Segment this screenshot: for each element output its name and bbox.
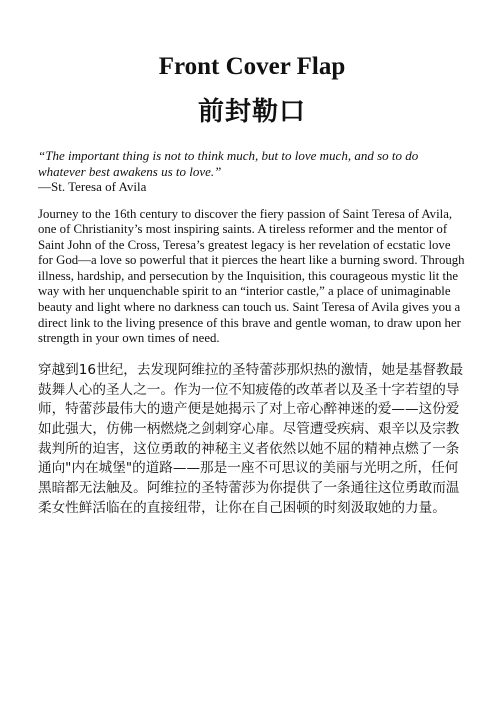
body-paragraph-english: Journey to the 16th century to discover the fiery passion of Saint Teresa of Avila, one of Christianity’s most inspiring saints. A tireless reformer and the mentor of Saint John of the Cross, Teresa’s greatest legacy is her revelation of ecstatic love for God—a love so powerful that it pierces the heart like a burning sword. Through illness, hardship, and persecution by the Inquisition, this courageous mystic lit the way with her unquenchable spirit to an “interior castle,” a place of unimaginable beauty and light where no darkness can touch us. Saint Teresa of Avila gives you a direct link to the living presence of this brave and gentle woman, to draw upon her strength in your own times of need. bbox=[38, 206, 465, 346]
cover-flap-page bbox=[38, 50, 466, 518]
page-title-chinese: 前封勒口 bbox=[197, 97, 306, 127]
page-title-english: Front Cover Flap bbox=[158, 53, 346, 80]
epigraph-quote: “The important thing is not to think much, but to love much, and so to do whatever best awakens us to love.” bbox=[38, 148, 419, 179]
body-paragraph-chinese: 穿越到16世纪，去发现阿维拉的圣特蕾莎那炽热的激情，她是基督教最鼓舞人心的圣人之一。作为一位不知疲倦的改革者以及圣十字若望的导师，特蕾莎最伟大的遗产便是她揭示了对上帝心醉神迷的爱——这份爱如此强大，仿佛一柄燃烧之剑刺穿心扉。尽管遭受疾病、艰辛以及宗教裁判所的迫害，这位勇敢的神秘主义者依然以她不屈的精神点燃了一条通向"内在城堡"的道路——那是一座不可思议的美丽与光明之所，任何黑暗都无法触及。阿维拉的圣特蕾莎为你提供了一条通往这位勇敢而温柔女性鲜活临在的直接纽带，让你在自己困顿的时刻汲取她的力量。 bbox=[38, 361, 464, 516]
quote-attribution: —St. Teresa of Avila bbox=[38, 179, 147, 194]
